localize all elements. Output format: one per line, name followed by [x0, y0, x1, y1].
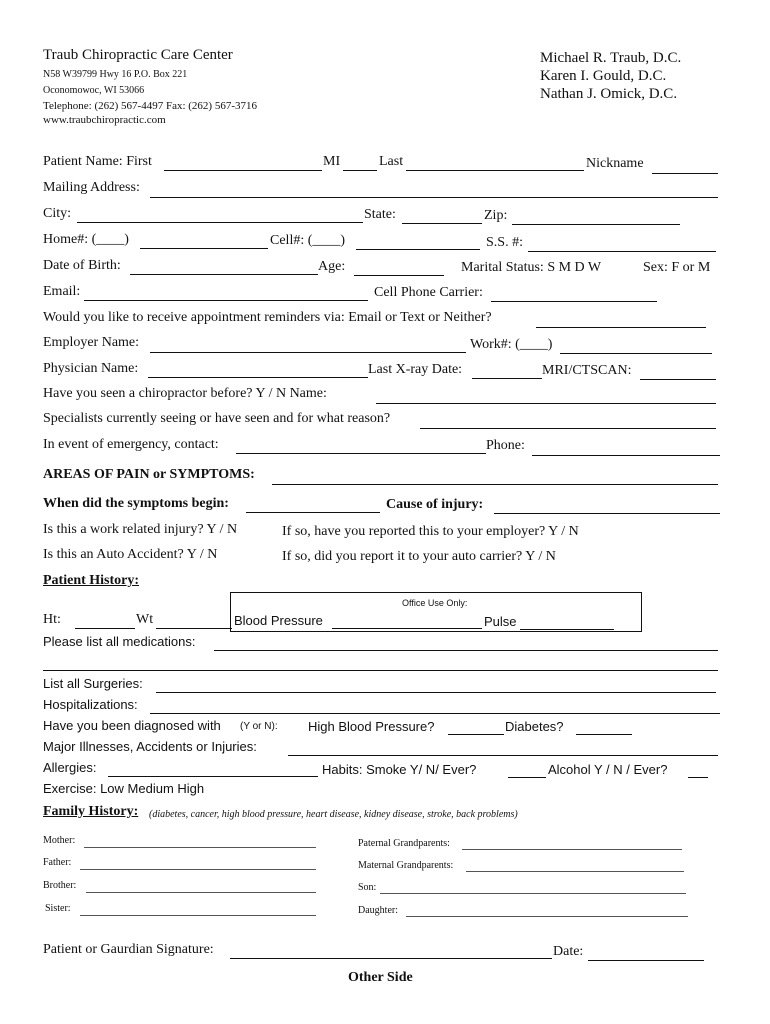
field-city[interactable]	[77, 222, 363, 223]
label-mailing-address: Mailing Address:	[43, 180, 140, 195]
field-brother[interactable]	[86, 892, 316, 893]
label-areas-of-pain: AREAS OF PAIN or SYMPTOMS:	[43, 467, 255, 482]
field-father[interactable]	[80, 869, 316, 870]
label-alcohol: Alcohol Y / N / Ever?	[548, 762, 668, 777]
field-specialists[interactable]	[420, 428, 716, 429]
label-weight: Wt	[136, 612, 154, 627]
label-daughter: Daughter:	[358, 905, 398, 916]
patient-history-heading: Patient History:	[43, 573, 140, 588]
field-hospitalizations[interactable]	[150, 713, 720, 714]
field-surgeries[interactable]	[156, 692, 716, 693]
field-high-blood-pressure[interactable]	[448, 734, 504, 735]
label-mri: MRI/CTSCAN:	[542, 363, 632, 378]
field-son[interactable]	[380, 893, 686, 894]
label-high-blood-pressure: High Blood Pressure?	[308, 719, 435, 734]
field-medications-2[interactable]	[43, 670, 718, 671]
label-y-or-n: (Y or N):	[240, 721, 278, 732]
label-cell-phone: Cell#: (____)	[270, 233, 346, 248]
label-diabetes: Diabetes?	[505, 719, 564, 734]
doctor-1: Michael R. Traub, D.C.	[540, 50, 682, 66]
label-state: State:	[364, 207, 396, 222]
label-dob: Date of Birth:	[43, 258, 121, 273]
field-employer[interactable]	[150, 352, 466, 353]
field-age[interactable]	[354, 275, 444, 276]
label-paternal-grandparents: Paternal Grandparents:	[358, 838, 450, 849]
doctor-3: Nathan J. Omick, D.C.	[540, 86, 678, 102]
label-surgeries: List all Surgeries:	[43, 676, 143, 691]
field-blood-pressure[interactable]	[332, 628, 482, 629]
field-nickname[interactable]	[652, 173, 718, 174]
field-email[interactable]	[84, 300, 368, 301]
field-cell-phone[interactable]	[356, 249, 480, 250]
label-nickname: Nickname	[586, 156, 644, 171]
clinic-address-1: N58 W39799 Hwy 16 P.O. Box 221	[43, 69, 188, 80]
label-signature: Patient or Gaurdian Signature:	[43, 942, 214, 957]
field-sister[interactable]	[80, 915, 316, 916]
reported-employer-question[interactable]: If so, have you reported this to your employer? Y / N	[282, 524, 579, 539]
label-cell-carrier: Cell Phone Carrier:	[374, 285, 483, 300]
field-physician[interactable]	[148, 377, 368, 378]
label-smoke: Habits: Smoke Y/ N/ Ever?	[322, 762, 477, 777]
field-medications[interactable]	[214, 650, 718, 651]
field-allergies[interactable]	[108, 776, 318, 777]
label-zip: Zip:	[484, 208, 508, 223]
label-allergies: Allergies:	[43, 760, 97, 775]
field-work-phone[interactable]	[560, 353, 712, 354]
label-seen-chiropractor: Have you seen a chiropractor before? Y / N Name:	[43, 386, 327, 401]
field-signature-date[interactable]	[588, 960, 704, 961]
field-mother[interactable]	[84, 847, 316, 848]
label-son: Son:	[358, 882, 377, 893]
clinic-name: Traub Chiropractic Care Center	[43, 47, 233, 63]
field-chiropractor-name[interactable]	[376, 403, 716, 404]
field-signature[interactable]	[230, 958, 552, 959]
field-maternal-grandparents[interactable]	[466, 871, 684, 872]
field-areas-of-pain[interactable]	[272, 484, 718, 485]
clinic-phone-fax: Telephone: (262) 567-4497 Fax: (262) 567-3716	[43, 100, 257, 112]
label-symptoms-begin: When did the symptoms begin:	[43, 496, 229, 511]
family-history-heading: Family History:	[43, 804, 139, 819]
family-history-note: (diabetes, cancer, high blood pressure, heart disease, kidney disease, stroke, back problems)	[149, 809, 518, 820]
field-diabetes[interactable]	[576, 734, 632, 735]
field-dob[interactable]	[130, 274, 318, 275]
field-smoke[interactable]	[508, 777, 546, 778]
label-medications: Please list all medications:	[43, 634, 196, 649]
field-alcohol[interactable]	[688, 777, 708, 778]
label-sister: Sister:	[45, 903, 71, 914]
field-height[interactable]	[75, 628, 135, 629]
label-pulse: Pulse	[484, 614, 517, 629]
office-use-label: Office Use Only:	[402, 598, 468, 608]
field-emergency-phone[interactable]	[532, 455, 720, 456]
label-last-name: Last	[379, 154, 404, 169]
label-xray-date: Last X-ray Date:	[368, 362, 463, 377]
field-last-name[interactable]	[406, 170, 584, 171]
label-father: Father:	[43, 857, 72, 868]
field-weight[interactable]	[156, 628, 232, 629]
label-work-phone: Work#: (____)	[470, 337, 553, 352]
field-emergency-contact[interactable]	[236, 453, 486, 454]
label-city: City:	[43, 206, 72, 221]
label-major-illnesses: Major Illnesses, Accidents or Injuries:	[43, 739, 257, 754]
label-age: Age:	[318, 259, 346, 274]
field-pulse[interactable]	[520, 629, 614, 630]
field-first-name[interactable]	[164, 170, 322, 171]
label-diagnosed: Have you been diagnosed with	[43, 718, 221, 733]
field-daughter[interactable]	[406, 916, 688, 917]
field-zip[interactable]	[512, 224, 680, 225]
label-mother: Mother:	[43, 835, 76, 846]
field-mailing-address[interactable]	[150, 197, 718, 198]
field-mi[interactable]	[343, 170, 377, 171]
field-paternal-grandparents[interactable]	[462, 849, 682, 850]
label-home-phone: Home#: (____)	[43, 232, 129, 247]
label-physician: Physician Name:	[43, 361, 139, 376]
label-ss: S.S. #:	[486, 235, 523, 250]
reported-carrier-question[interactable]: If so, did you report it to your auto carrier? Y / N	[282, 549, 556, 564]
label-signature-date: Date:	[553, 944, 584, 959]
label-emergency-phone: Phone:	[486, 438, 525, 453]
field-xray-date[interactable]	[472, 378, 542, 379]
label-employer: Employer Name:	[43, 335, 140, 350]
clinic-address-2: Oconomowoc, WI 53066	[43, 85, 145, 96]
label-specialists: Specialists currently seeing or have seen and for what reason?	[43, 411, 391, 426]
field-home-phone[interactable]	[140, 248, 268, 249]
label-cause-injury: Cause of injury:	[386, 497, 484, 512]
field-mri[interactable]	[640, 379, 716, 380]
label-height: Ht:	[43, 612, 61, 627]
label-maternal-grandparents: Maternal Grandparents:	[358, 860, 454, 871]
label-hospitalizations: Hospitalizations:	[43, 697, 138, 712]
label-emergency-contact: In event of emergency, contact:	[43, 437, 219, 452]
sex-choice[interactable]: Sex: F or M	[643, 260, 711, 275]
marital-status[interactable]: Marital Status: S M D W	[461, 260, 602, 275]
label-mi: MI	[323, 154, 341, 169]
doctor-2: Karen I. Gould, D.C.	[540, 68, 667, 84]
label-first-name: Patient Name: First	[43, 154, 152, 169]
other-side-note: Other Side	[348, 970, 413, 985]
field-cause-injury[interactable]	[494, 513, 720, 514]
label-email: Email:	[43, 284, 81, 299]
field-state[interactable]	[402, 223, 482, 224]
label-blood-pressure: Blood Pressure	[234, 613, 323, 628]
work-related-question[interactable]: Is this a work related injury? Y / N	[43, 522, 238, 537]
label-brother: Brother:	[43, 880, 77, 891]
clinic-website[interactable]: www.traubchiropractic.com	[43, 114, 166, 126]
auto-accident-question[interactable]: Is this an Auto Accident? Y / N	[43, 547, 218, 562]
field-major-illnesses[interactable]	[288, 755, 718, 756]
label-reminders: Would you like to receive appointment reminders via: Email or Text or Neither?	[43, 310, 492, 325]
field-ss[interactable]	[528, 251, 716, 252]
exercise-level[interactable]: Exercise: Low Medium High	[43, 781, 205, 796]
field-reminders[interactable]	[536, 327, 706, 328]
field-symptoms-begin[interactable]	[246, 512, 380, 513]
field-cell-carrier[interactable]	[491, 301, 657, 302]
